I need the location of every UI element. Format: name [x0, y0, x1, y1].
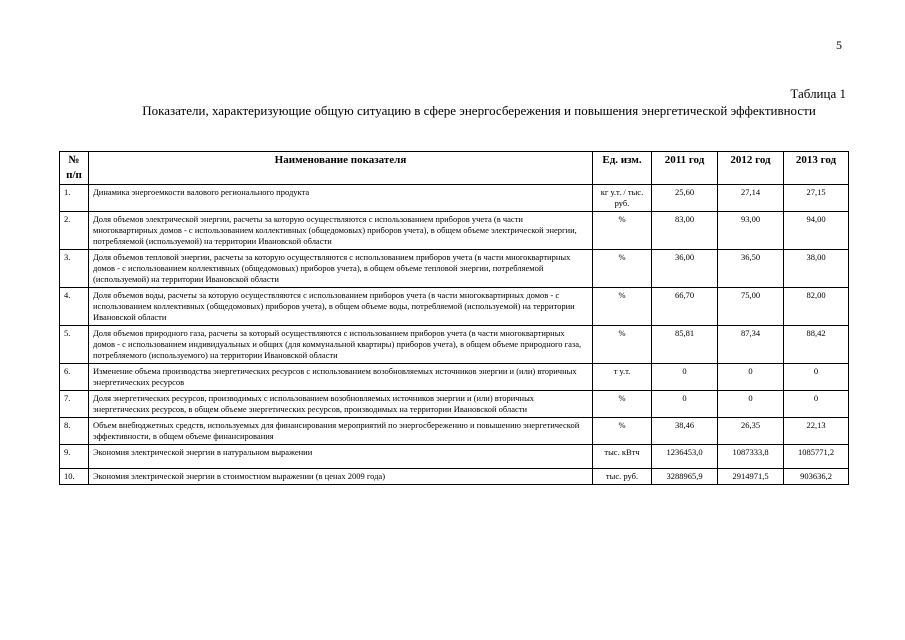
- value-2012: 75,00: [718, 288, 784, 326]
- value-2012: 93,00: [718, 212, 784, 250]
- row-number: 6.: [60, 364, 89, 391]
- value-2013: 94,00: [784, 212, 849, 250]
- header-num: № п/п: [60, 152, 89, 185]
- indicator-name: Экономия электрической энергии в натуральном выражении: [89, 445, 593, 469]
- indicator-name: Изменение объема производства энергетических ресурсов с использованием возобновляемых источников энергии и (или) вторичных энергетических ресурсов: [89, 364, 593, 391]
- document-title: Показатели, характеризующие общую ситуацию в сфере энергосбережения и повышения энергетической эффективности: [142, 103, 816, 118]
- value-2011: 3288965,9: [652, 469, 718, 485]
- value-2011: 0: [652, 364, 718, 391]
- indicator-name: Динамика энергоемкости валового регионального продукта: [89, 185, 593, 212]
- value-2011: 1236453,0: [652, 445, 718, 469]
- table-row: [60, 469, 849, 485]
- value-2011: 38,46: [652, 418, 718, 445]
- table-row: [60, 250, 849, 288]
- value-2013: 903636,2: [784, 469, 849, 485]
- value-2013: 0: [784, 364, 849, 391]
- value-2011: 36,00: [652, 250, 718, 288]
- indicator-name: Доля энергетических ресурсов, производимых с использованием возобновляемых источников энергии и (или) вторичных энергетических ресурсов, в общем объеме энергетических ресурсов, производимых на территории Ивановской области: [89, 391, 593, 418]
- row-number: 9.: [60, 445, 89, 469]
- row-number: 4.: [60, 288, 89, 326]
- value-2013: 38,00: [784, 250, 849, 288]
- value-2011: 25,60: [652, 185, 718, 212]
- indicator-name: Доля объемов природного газа, расчеты за который осуществляются с использованием приборов учета (в части многоквартирных домов - с использованием индивидуальных и общих (для коммунальной квартиры) приборов учета), в общем объеме природного газа, потребляемого (используемого) на территории Ивановской области: [89, 326, 593, 364]
- header-2011: 2011 год: [652, 152, 718, 185]
- page-number: 5: [836, 38, 842, 52]
- value-2012: 26,35: [718, 418, 784, 445]
- table-row: [60, 326, 849, 364]
- unit-cell: тыс. руб.: [593, 469, 652, 485]
- table-row: [60, 185, 849, 212]
- table-row: [60, 212, 849, 250]
- value-2013: 88,42: [784, 326, 849, 364]
- indicator-name: Доля объемов тепловой энергии, расчеты за которую осуществляются с использованием приборов учета (в части многоквартирных домов - с использованием коллективных (общедомовых) приборов учета), в общем объеме тепловой энергии, потребляемой (используемой) на территории Ивановской области: [89, 250, 593, 288]
- row-number: 10.: [60, 469, 89, 485]
- value-2012: 87,34: [718, 326, 784, 364]
- row-number: 1.: [60, 185, 89, 212]
- table-row: [60, 288, 849, 326]
- header-2012: 2012 год: [718, 152, 784, 185]
- value-2012: 0: [718, 364, 784, 391]
- indicator-name: Экономия электрической энергии в стоимостном выражении (в ценах 2009 года): [89, 469, 593, 485]
- table-row: [60, 391, 849, 418]
- indicator-name: Доля объемов воды, расчеты за которую осуществляются с использованием приборов учета (в части многоквартирных домов - с использованием коллективных (общедомовых) приборов учета), в общем объеме воды, потребляемой (используемой) на территории Ивановской области: [89, 288, 593, 326]
- value-2013: 27,15: [784, 185, 849, 212]
- header-2013: 2013 год: [784, 152, 849, 185]
- unit-cell: %: [593, 288, 652, 326]
- value-2012: 2914971,5: [718, 469, 784, 485]
- table-label: Таблица 1: [790, 86, 846, 101]
- value-2013: 22,13: [784, 418, 849, 445]
- value-2012: 27,14: [718, 185, 784, 212]
- row-number: 2.: [60, 212, 89, 250]
- row-number: 5.: [60, 326, 89, 364]
- unit-cell: %: [593, 391, 652, 418]
- unit-cell: %: [593, 212, 652, 250]
- unit-cell: т у.т.: [593, 364, 652, 391]
- table-row: [60, 364, 849, 391]
- value-2012: 36,50: [718, 250, 784, 288]
- value-2011: 83,00: [652, 212, 718, 250]
- table-row: [60, 418, 849, 445]
- value-2011: 85,81: [652, 326, 718, 364]
- row-number: 3.: [60, 250, 89, 288]
- value-2012: 0: [718, 391, 784, 418]
- indicators-table: [59, 151, 849, 485]
- value-2012: 1087333,8: [718, 445, 784, 469]
- value-2013: 82,00: [784, 288, 849, 326]
- table-header-row: [60, 152, 849, 185]
- header-name: Наименование показателя: [89, 152, 593, 185]
- indicator-name: Объем внебюджетных средств, используемых для финансирования мероприятий по энергосбережению и повышению энергетической эффективности, в общем объеме финансирования: [89, 418, 593, 445]
- value-2011: 66,70: [652, 288, 718, 326]
- indicator-name: Доля объемов электрической энергии, расчеты за которую осуществляются с использованием приборов учета (в части многоквартирных домов - с использованием коллективных (общедомовых) приборов учета), в общем объеме электрической энергии, потребляемой (используемой) на территории Ивановской области: [89, 212, 593, 250]
- unit-cell: тыс. кВтч: [593, 445, 652, 469]
- unit-cell: кг у.т. / тыс. руб.: [593, 185, 652, 212]
- header-unit: Ед. изм.: [593, 152, 652, 185]
- unit-cell: %: [593, 326, 652, 364]
- value-2013: 1085771,2: [784, 445, 849, 469]
- row-number: 7.: [60, 391, 89, 418]
- unit-cell: %: [593, 250, 652, 288]
- row-number: 8.: [60, 418, 89, 445]
- unit-cell: %: [593, 418, 652, 445]
- value-2013: 0: [784, 391, 849, 418]
- value-2011: 0: [652, 391, 718, 418]
- table-row: [60, 445, 849, 469]
